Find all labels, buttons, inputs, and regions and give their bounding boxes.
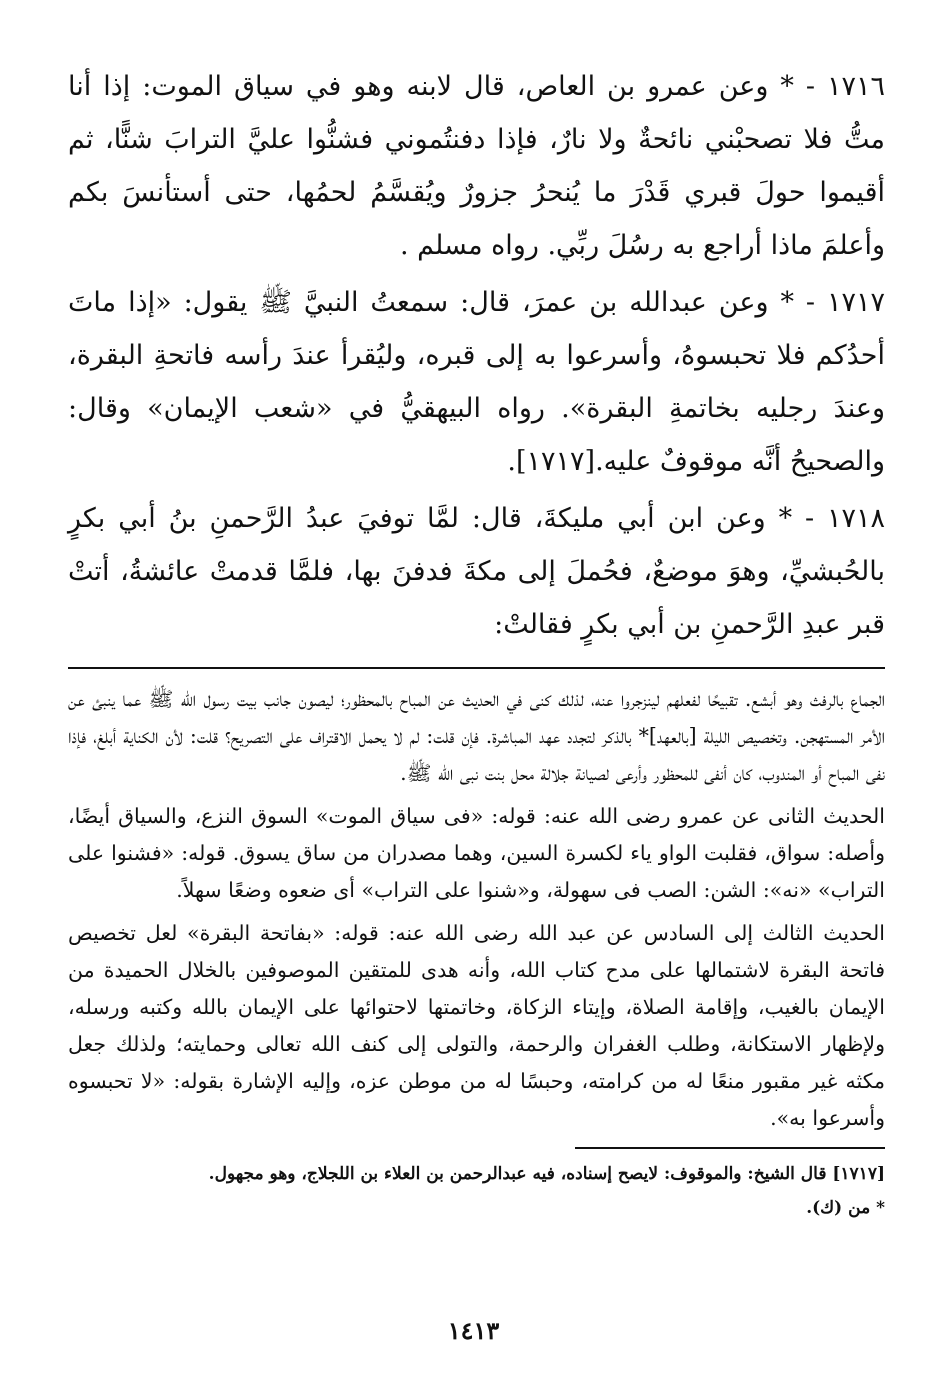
footnote-1717: [١٧١٧] قال الشيخ: والموقوف: لايصح إسناده، فيه عبدالرحمن بن العلاء بن اللجلاج، وهو مجهول. [208, 1164, 885, 1184]
commentary-paragraph-1: الجماع بالرفث وهو أبشع. تقبيحًا لفعلهم لينزجروا عنه، لذلك كنى في الحديث عن المباح بالمحظور؛ ليصون جانب بيت رسول الله ﷺ عما ينبئ عن الأمر المستهجن. وتخصيص الليلة [بالعهد]* بالذكر لتجدد عهد المباشرة. فإن قلت: لم لا يحمل الاقتراف على التصريح؟ قلت: لأن الكناية أبلغ، فإذا نفى المباح أو المندوب، كان أنفى للمحظور وأرعى لصيانة جلالة محل بنت نبى الله ﷺ. [68, 687, 885, 785]
footnote-divider [575, 1147, 885, 1149]
hadith-section [68, 60, 885, 651]
commentary-section [68, 681, 885, 1137]
commentary-paragraph-2: الحديث الثانى عن عمرو رضى الله عنه: قوله: «فى سياق الموت» السوق النزع، والسياق أيضًا، وأصله: سواق، فقلبت الواو ياء لكسرة السين، وهما مصدران من ساق يسوق. قوله: «فشنوا على التراب» «نه»: الشن: الصب فى سهولة، و«شنوا على التراب» أى ضعوه وضعًا سهلاً. [68, 804, 885, 902]
page-number: ١٤١٣ [447, 1316, 500, 1345]
commentary-paragraph-3: الحديث الثالث إلى السادس عن عبد الله رضى الله عنه: قوله: «بفاتحة البقرة» لعل تخصيص فاتحة البقرة لاشتمالها على مدح كتاب الله، وأنه هدى للمتقين الموصوفين بالخلال الحميدة من الإيمان بالغيب، وإقامة الصلاة، وإيتاء الزكاة، وخاتمتها لاحتوائها على الإيمان بالله وكتبه ورسله، ولإظهار الاستكانة، وطلب الغفران والرحمة، والتولى إلى كنف الله تعالى وحمايته؛ ولذلك جعل مكثه غير مقبور منعًا له من كرامته، وحبسًا له من موطن عزه، وإليه الإشارة بقوله: «لا تحبسوه وأسرعوا به». [68, 921, 886, 1130]
hadith-1718: ١٧١٨ - * وعن ابن أبي مليكةَ، قال: لمَّا توفيَ عبدُ الرَّحمنِ بنُ أبي بكرٍ بالحُبشيِّ، وهوَ موضعٌ، فحُملَ إلى مكةَ فدفنَ بها، فلمَّا قدمتْ عائشةُ، أتتْ قبر عبدِ الرَّحمنِ بن أبي بكرٍ فقالتْ: [68, 503, 885, 640]
hadith-1716: ١٧١٦ - * وعن عمرو بن العاص، قال لابنه وهو في سياق الموت: إذا أنا متُّ فلا تصحبْني نائحةٌ ولا نارٌ، فإذا دفنتُموني فشنُّوا عليَّ الترابَ شنًّا، ثم أقيموا حولَ قبري قَدْرَ ما يُنحرُ جزورٌ ويُقسَّمُ لحمُها، حتى أستأنسَ بكم وأعلمَ ماذا أراجع به رسُلَ ربِّي. رواه مسلم . [68, 71, 885, 261]
footnotes-section [68, 1157, 885, 1225]
commentary-divider [68, 667, 885, 669]
hadith-1717: ١٧١٧ - * وعن عبدالله بن عمرَ، قال: سمعتُ النبيَّ ﷺ يقول: «إذا ماتَ أحدُكم فلا تحبسوهُ، وأسرعوا به إلى قبره، وليُقرأ عندَ رأسه فاتحةِ البقرة، وعندَ رجليه بخاتمةِ البقرة». رواه البيهقيُّ في «شعب الإيمان» وقال: والصحيحُ أنَّه موقوفٌ عليه.[١٧١٧]. [68, 287, 885, 477]
footnote-source-note: * من (ك). [806, 1198, 885, 1218]
